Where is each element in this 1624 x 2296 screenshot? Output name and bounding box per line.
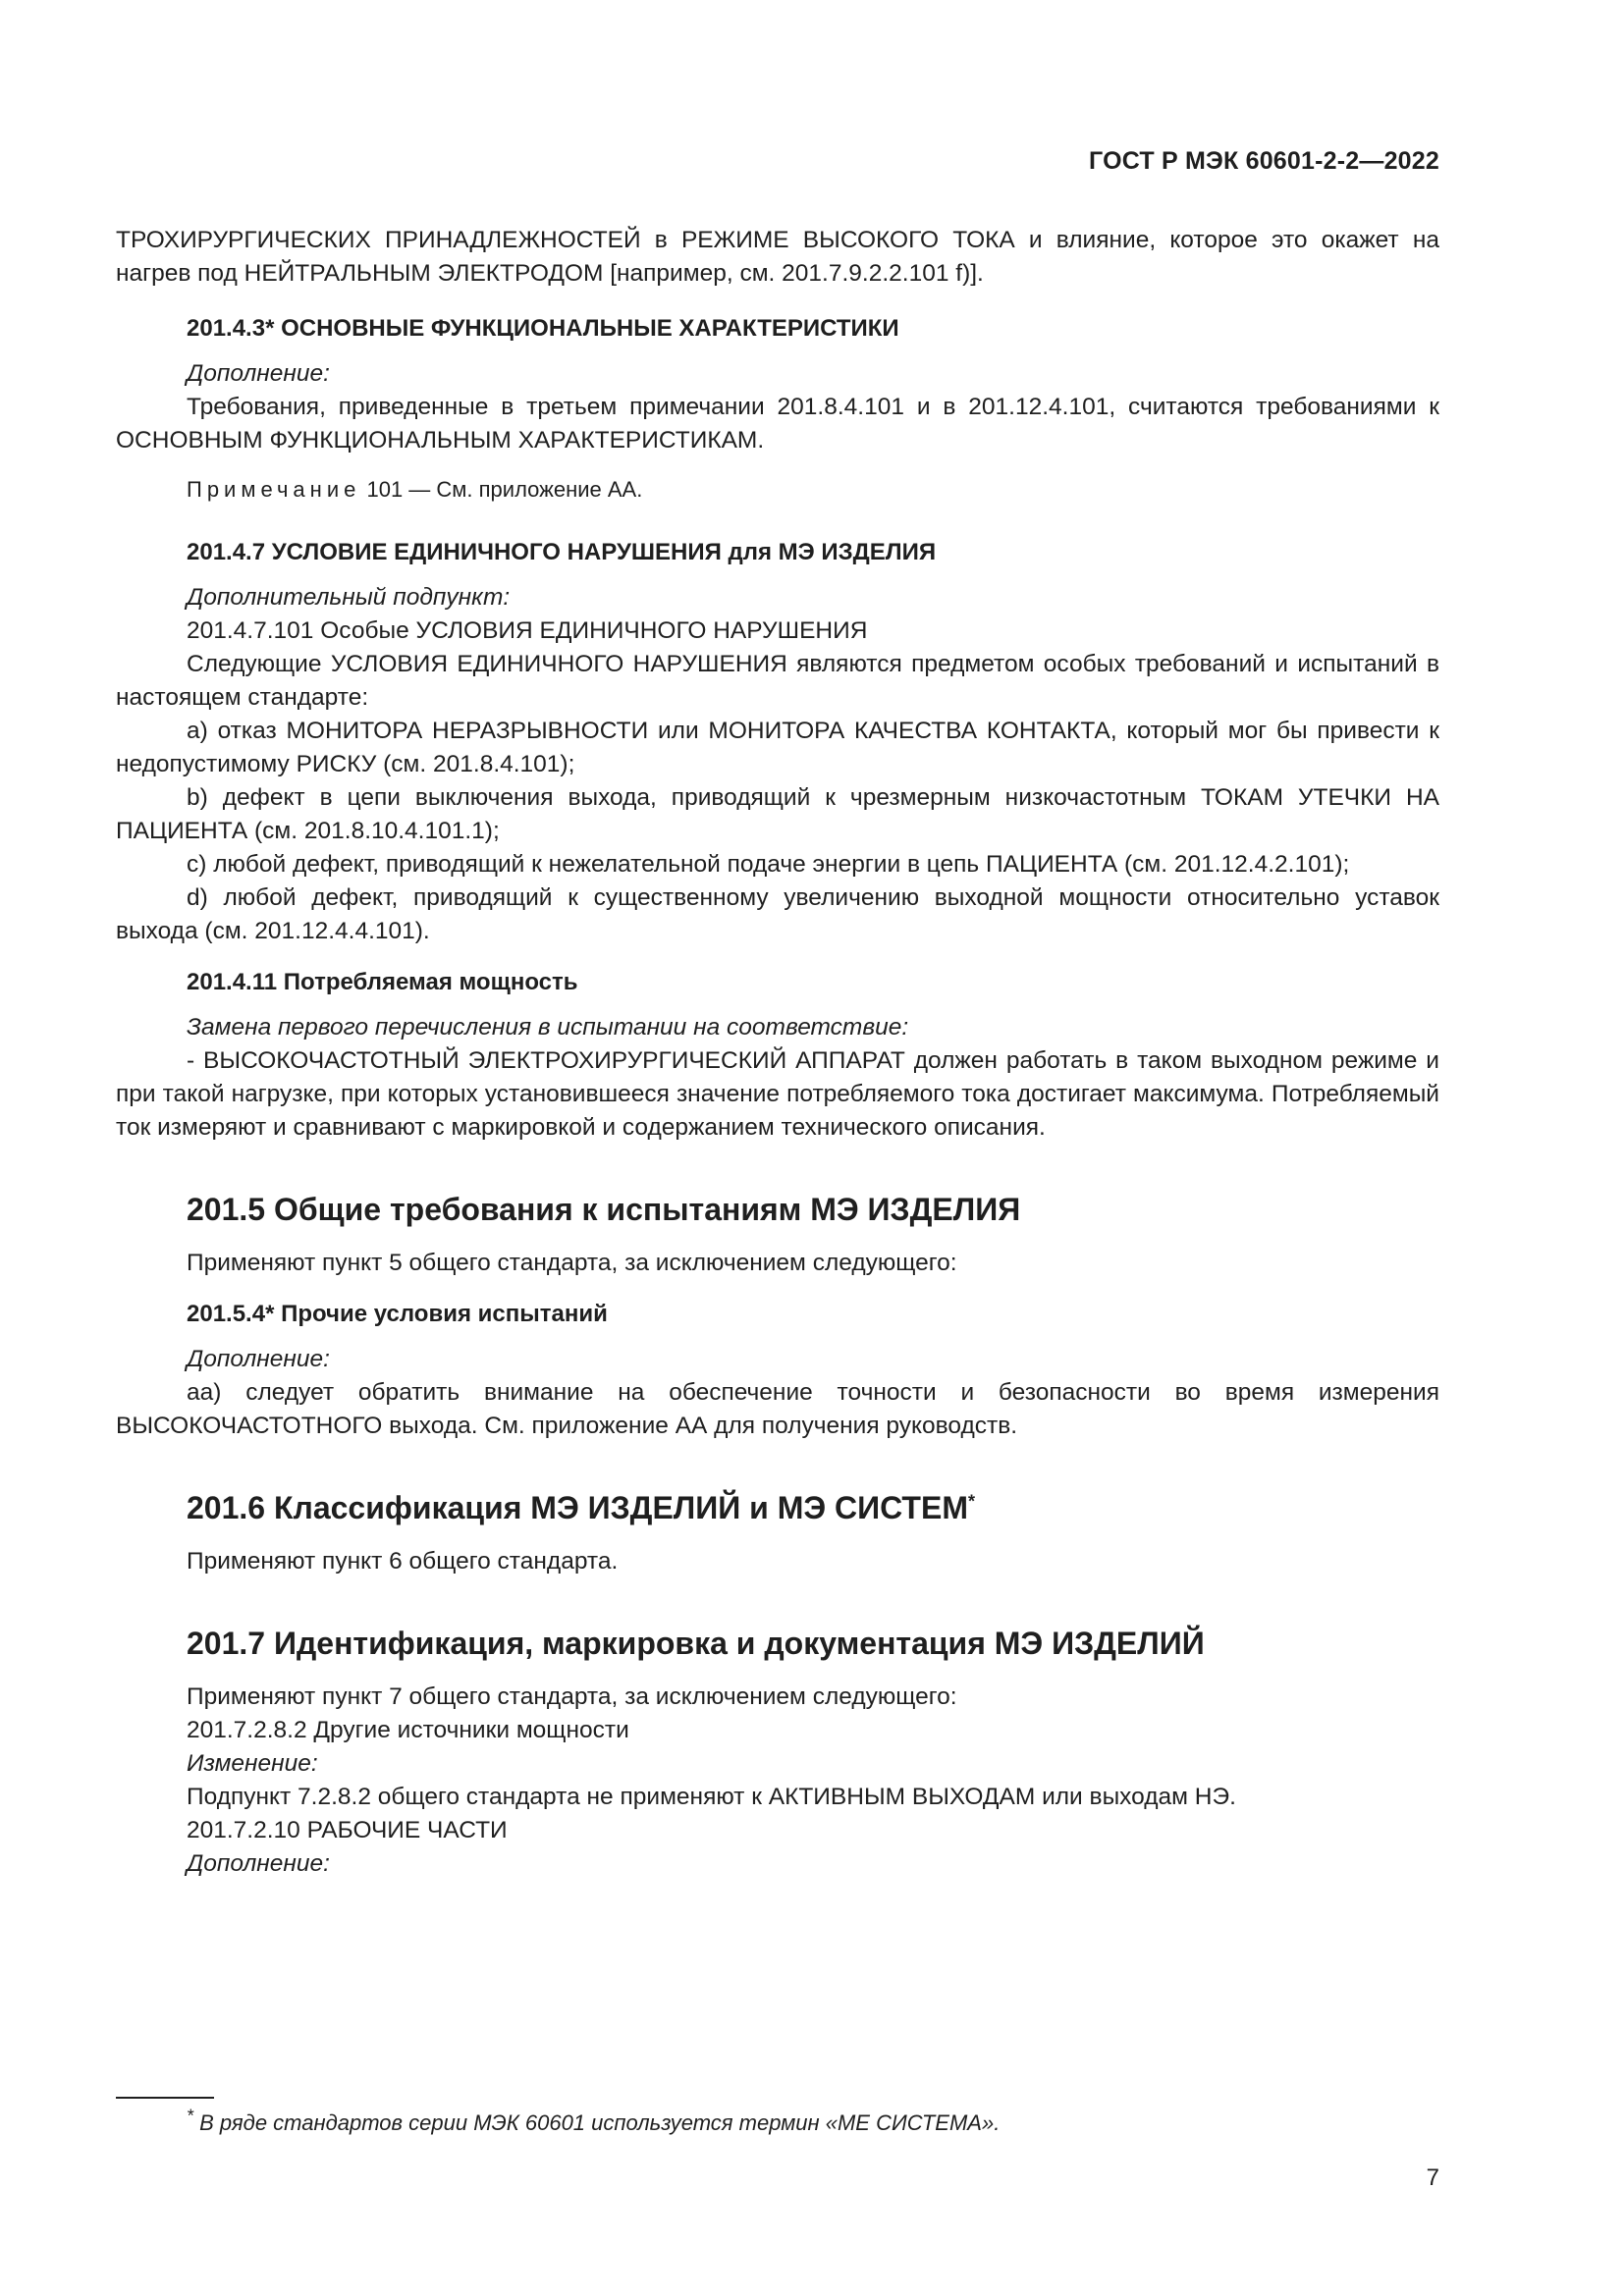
- additional-subclause-label: Дополнительный подпункт:: [187, 584, 511, 611]
- paragraph-201-7-2-8-2: 201.7.2.8.2 Другие источники мощности: [187, 1717, 629, 1743]
- heading-201-6-text: 201.6 Классификация МЭ ИЗДЕЛИЙ и МЭ СИСТЕМ: [187, 1490, 968, 1525]
- heading-201-6: [116, 1486, 1439, 1529]
- heading-201-7: 201.7 Идентификация, маркировка и документация МЭ ИЗДЕЛИЙ: [187, 1626, 1205, 1661]
- footnote-divider: [116, 2097, 214, 2099]
- paragraph-201-4-3: Требования, приведенные в третьем примечании 201.8.4.101 и в 201.12.4.101, считаются требованиями к ОСНОВНЫМ ФУНКЦИОНАЛЬНЫМ ХАРАКТЕРИСТИКАМ.: [116, 394, 1439, 454]
- page-number: 7: [1426, 2164, 1439, 2191]
- heading-201-4-11: 201.4.11 Потребляемая мощность: [187, 969, 578, 995]
- addition-label: Дополнение:: [187, 1346, 330, 1372]
- footnote: [187, 2106, 1001, 2136]
- heading-201-4-3: 201.4.3* ОСНОВНЫЕ ФУНКЦИОНАЛЬНЫЕ ХАРАКТЕРИСТИКИ: [187, 315, 899, 342]
- footnote-mark: *: [967, 1491, 975, 1512]
- continued-paragraph: ТРОХИРУРГИЧЕСКИХ ПРИНАДЛЕЖНОСТЕЙ в РЕЖИМЕ ВЫСОКОГО ТОКА и влияние, которое это окажет на нагрев под НЕЙТРАЛЬНЫМ ЭЛЕКТРОДОМ [например, см. 201.7.9.2.2.101 f)].: [116, 227, 1439, 287]
- paragraph-201-6: Применяют пункт 6 общего стандарта.: [187, 1548, 619, 1575]
- note-101: [116, 473, 1439, 507]
- paragraph-7-2-8-2: Подпункт 7.2.8.2 общего стандарта не применяют к АКТИВНЫМ ВЫХОДАМ или выходам НЭ.: [187, 1784, 1236, 1810]
- list-item-b: b) дефект в цепи выключения выхода, приводящий к чрезмерным низкочастотным ТОКАМ УТЕЧКИ НА ПАЦИЕНТА (см. 201.8.10.4.101.1);: [116, 784, 1439, 844]
- paragraph-201-4-7-101: 201.4.7.101 Особые УСЛОВИЯ ЕДИНИЧНОГО НАРУШЕНИЯ: [187, 617, 868, 644]
- paragraph-201-7-2-10: 201.7.2.10 РАБОЧИЕ ЧАСТИ: [187, 1817, 508, 1843]
- list-item-c: c) любой дефект, приводящий к нежелательной подаче энергии в цепь ПАЦИЕНТА (см. 201.12.4.2.101);: [187, 851, 1350, 878]
- standard-code-header: ГОСТ Р МЭК 60601-2-2—2022: [1089, 147, 1439, 175]
- heading-201-5-4: 201.5.4* Прочие условия испытаний: [187, 1301, 608, 1327]
- heading-201-5: 201.5 Общие требования к испытаниям МЭ ИЗДЕЛИЯ: [187, 1192, 1021, 1227]
- note-label: Примечание: [187, 477, 361, 502]
- paragraph-aa: аа) следует обратить внимание на обеспечение точности и безопасности во время измерения ВЫСОКОЧАСТОТНОГО выхода. См. приложение АА для получения руководств.: [116, 1379, 1439, 1439]
- change-label: Изменение:: [187, 1750, 318, 1777]
- list-item-a: a) отказ МОНИТОРА НЕРАЗРЫВНОСТИ или МОНИТОРА КАЧЕСТВА КОНТАКТА, который мог бы привести к недопустимому РИСКУ (см. 201.8.4.101);: [116, 718, 1439, 777]
- addition-label: Дополнение:: [187, 1850, 330, 1877]
- replacement-label: Замена первого перечисления в испытании на соответствие:: [187, 1014, 909, 1041]
- paragraph-201-7: Применяют пункт 7 общего стандарта, за исключением следующего:: [187, 1683, 957, 1710]
- page-content: [116, 224, 1439, 1881]
- heading-201-4-7: 201.4.7 УСЛОВИЕ ЕДИНИЧНОГО НАРУШЕНИЯ для МЭ ИЗДЕЛИЯ: [187, 539, 937, 565]
- paragraph-201-5: Применяют пункт 5 общего стандарта, за исключением следующего:: [187, 1250, 957, 1276]
- addition-label: Дополнение:: [187, 360, 330, 387]
- note-text: 101 — См. приложение АА.: [366, 477, 643, 502]
- list-item-d: d) любой дефект, приводящий к существенному увеличению выходной мощности относительно уставок выхода (см. 201.12.4.4.101).: [116, 884, 1439, 944]
- paragraph-hf-apparatus: - ВЫСОКОЧАСТОТНЫЙ ЭЛЕКТРОХИРУРГИЧЕСКИЙ АППАРАТ должен работать в таком выходном режиме и при такой нагрузке, при которых установившееся значение потребляемого тока достигает максимума. Потребляемый ток измеряют и сравнивают с маркировкой и содержанием технического описания.: [116, 1047, 1439, 1141]
- footnote-mark: *: [187, 2106, 194, 2126]
- footnote-text: В ряде стандартов серии МЭК 60601 используется термин «МЕ СИСТЕМА».: [199, 2110, 1001, 2135]
- paragraph-following-conditions: Следующие УСЛОВИЯ ЕДИНИЧНОГО НАРУШЕНИЯ являются предметом особых требований и испытаний в настоящем стандарте:: [116, 651, 1439, 711]
